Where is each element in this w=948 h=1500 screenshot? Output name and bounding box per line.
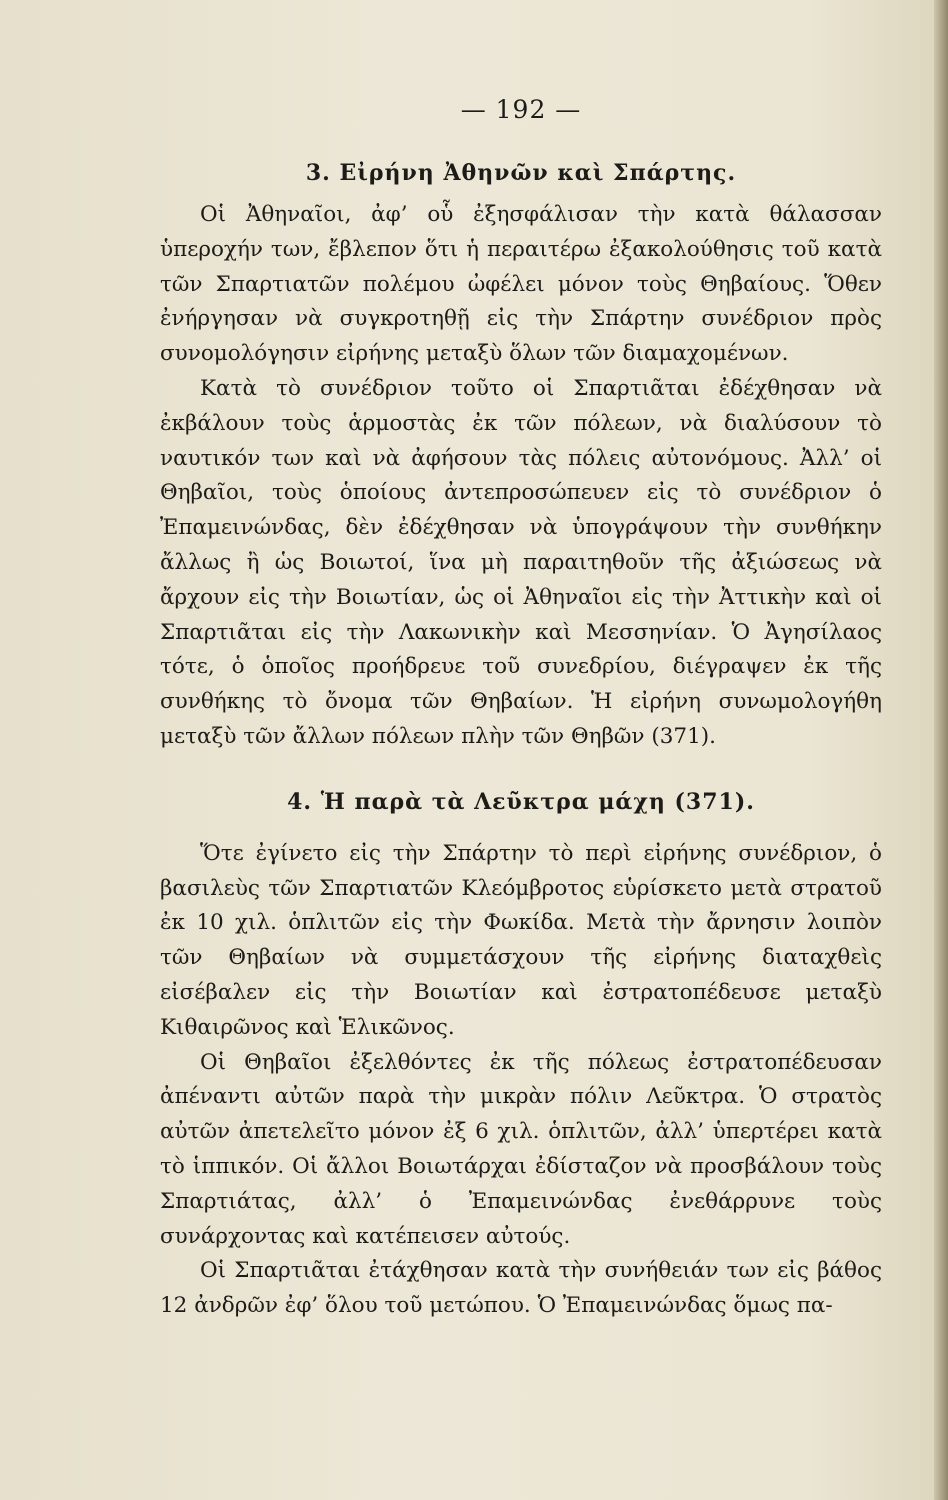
section-heading-4: 4. Ἡ παρὰ τὰ Λεῦκτρα μάχη (371). — [287, 788, 755, 815]
paragraph: Οἱ Σπαρτιᾶται ἐτάχθησαν κατὰ τὴν συνήθειάν των εἰς βάθος 12 ἀνδρῶν ἐφ’ ὅλου τοῦ μετώπου. Ὁ Ἐπαμεινώνδας ὅμως πα- — [160, 1258, 882, 1319]
paragraph: Οἱ Ἀθηναῖοι, ἀφ’ οὗ ἐξησφάλισαν τὴν κατὰ θάλασσαν ὑπεροχήν των, ἔβλεπον ὅτι ἡ περαιτέρω ἐξακολούθησις τοῦ κατὰ τῶν Σπαρτιατῶν πολέμου ὠφέλει μόνον τοὺς Θηβαίους. Ὅθεν ἐνήργησαν νὰ συγκροτηθῇ εἰς τὴν Σπάρτην συνέδριον πρὸς συνομολόγησιν εἰρήνης μεταξὺ ὅλων τῶν διαμαχομένων. — [160, 202, 882, 367]
paragraph: Κατὰ τὸ συνέδριον τοῦτο οἱ Σπαρτιᾶται ἐδέχθησαν νὰ ἐκβάλουν τοὺς ἁρμοστὰς ἐκ τῶν πόλεων, νὰ διαλύσουν τὸ ναυτικόν των καὶ νὰ ἀφήσουν τὰς πόλεις αὐτονόμους. Ἀλλ’ οἱ Θηβαῖοι, τοὺς ὁποίους ἀντεπροσώπευεν εἰς τὸ συνέδριον ὁ Ἐπαμεινώνδας, δὲν ἐδέχθησαν νὰ ὑπογράψουν τὴν συνθήκην ἄλλως ἢ ὡς Βοιωτοί, ἵνα μὴ παραιτηθοῦν τῆς ἀξιώσεως νὰ ἄρχουν εἰς τὴν Βοιωτίαν, ὡς οἱ Ἀθηναῖοι εἰς τὴν Ἀττικὴν καὶ οἱ Σπαρτιᾶται εἰς τὴν Λακωνικὴν καὶ Μεσσηνίαν. Ὁ Ἀγησίλαος τότε, ὁ ὁποῖος προήδρευε τοῦ συνεδρίου, διέγραψεν ἐκ τῆς συνθήκης τὸ ὄνομα τῶν Θηβαίων. Ἡ εἰρήνη συνωμολογήθη μεταξὺ τῶν ἄλλων πόλεων πλὴν τῶν Θηβῶν (371). — [160, 375, 882, 749]
section-heading-3: 3. Εἰρήνη Ἀθηνῶν καὶ Σπάρτης. — [305, 160, 737, 186]
page-edge — [934, 0, 948, 1500]
page-number: — 192 — — [460, 95, 582, 124]
paragraph: Ὅτε ἐγίνετο εἰς τὴν Σπάρτην τὸ περὶ εἰρήνης συνέδριον, ὁ βασιλεὺς τῶν Σπαρτιατῶν Κλεόμβροτος εὑρίσκετο μετὰ στρατοῦ ἐκ 10 χιλ. ὁπλιτῶν εἰς τὴν Φωκίδα. Μετὰ τὴν ἄρνησιν λοιπὸν τῶν Θηβαίων νὰ συμμετάσχουν τῆς εἰρήνης διαταχθεὶς εἰσέβαλεν εἰς τὴν Βοιωτίαν καὶ ἐστρατοπέδευσε μεταξὺ Κιθαιρῶνος καὶ Ἑλικῶνος. — [160, 840, 882, 1040]
page-content — [160, 95, 882, 1324]
paragraph: Οἱ Θηβαῖοι ἐξελθόντες ἐκ τῆς πόλεως ἐστρατοπέδευσαν ἀπέναντι αὐτῶν παρὰ τὴν μικρὰν πόλιν Λεῦκτρα. Ὁ στρατὸς αὐτῶν ἀπετελεῖτο μόνον ἐξ 6 χιλ. ὁπλιτῶν, ἀλλ’ ὑπερτέρει κατὰ τὸ ἱππικόν. Οἱ ἄλλοι Βοιωτάρχαι ἐδίσταζον νὰ προσβάλουν τοὺς Σπαρτιάτας, ἀλλ’ ὁ Ἐπαμεινώνδας ἐνεθάρρυνε τοὺς συνάρχοντας καὶ κατέπεισεν αὐτούς. — [160, 1049, 882, 1249]
